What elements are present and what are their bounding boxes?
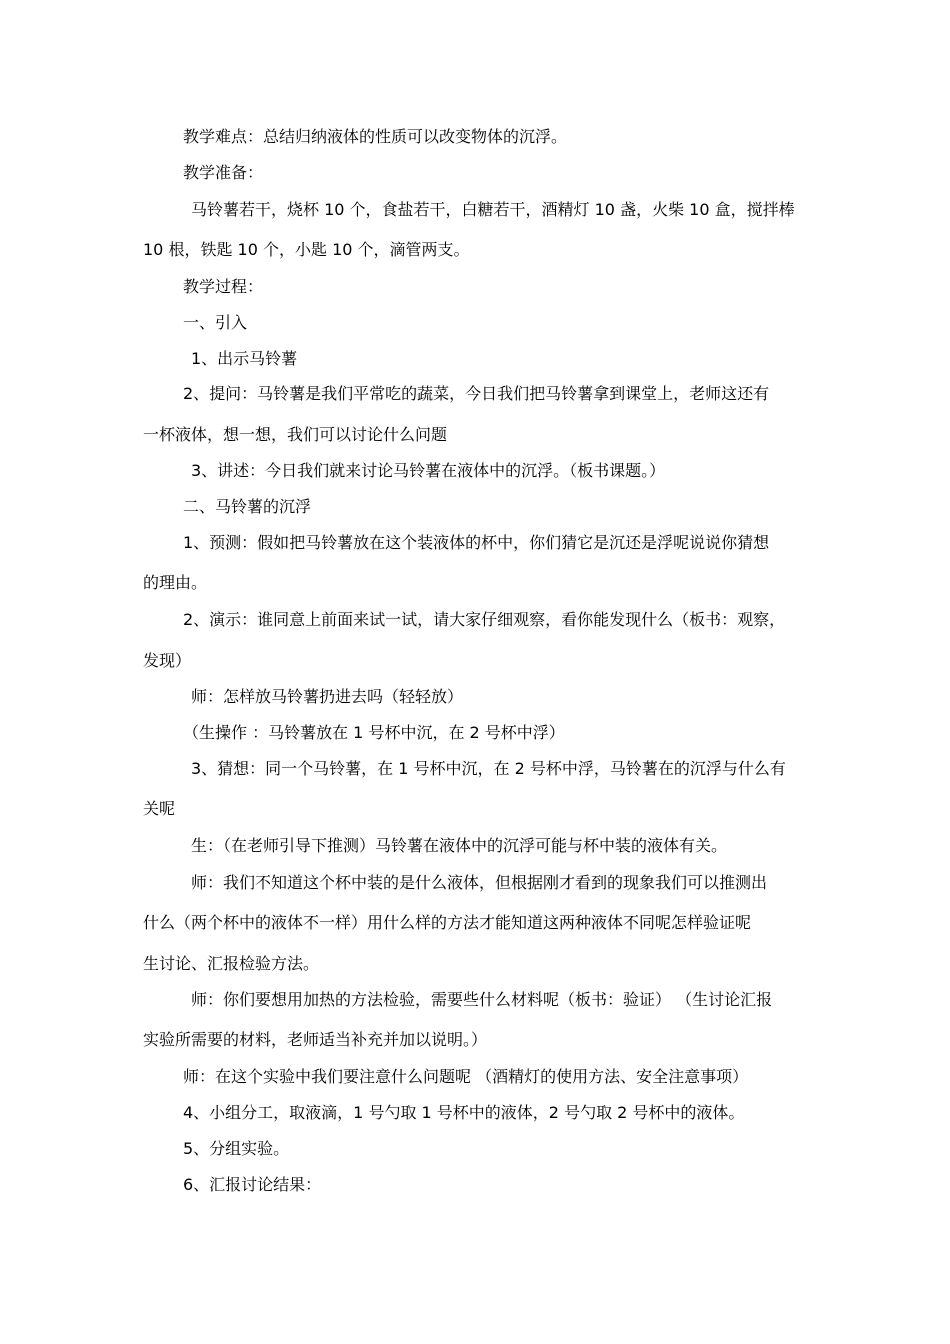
text-line-teacher-3b: 实验所需要的材料，老师适当补充并加以说明。） — [143, 1030, 488, 1049]
text-line-item-1-1: 1、出示马铃薯 — [191, 349, 298, 368]
text-line-preparation-heading: 教学准备： — [183, 163, 264, 182]
text-line-teacher-2b: 什么（两个杯中的液体不一样）用什么样的方法才能知道这两种液体不同呢怎样验证呢 — [143, 913, 752, 932]
text-line-item-1-3: 3、讲述：今日我们就来讨论马铃薯在液体中的沉浮。（板书课题。） — [191, 461, 666, 480]
text-line-item-2-6: 6、汇报讨论结果： — [183, 1175, 322, 1194]
text-line-item-2-1b: 的理由。 — [143, 573, 208, 592]
text-line-section-2: 二、马铃薯的沉浮 — [183, 497, 312, 516]
text-line-item-2-3a: 3、猜想：同一个马铃薯，在 1 号杯中沉，在 2 号杯中浮，马铃薯在的沉浮与什么有 — [191, 759, 786, 778]
text-line-teacher-3a: 师：你们要想用加热的方法检验，需要些什么材料呢（板书：验证） （生讨论汇报 — [191, 990, 773, 1009]
text-line-teacher-2a: 师：我们不知道这个杯中装的是什么液体，但根据刚才看到的现象我们可以推测出 — [191, 873, 768, 892]
text-line-student-operation: （生操作 ：马铃薯放在 1 号杯中沉，在 2 号杯中浮） — [183, 723, 565, 742]
text-line-process-heading: 教学过程： — [183, 277, 264, 296]
text-line-materials-2: 10 根，铁匙 10 个，小匙 10 个，滴管两支。 — [143, 240, 470, 259]
text-line-item-2-2b: 发现） — [143, 651, 192, 670]
text-line-teacher-1: 师：怎样放马铃薯扔进去吗（轻轻放） — [191, 687, 464, 706]
text-line-teacher-2c: 生讨论、汇报检验方法。 — [143, 954, 320, 973]
text-line-teacher-4: 师：在这个实验中我们要注意什么问题呢 （酒精灯的使用方法、安全注意事项） — [183, 1067, 749, 1086]
text-line-difficulty: 教学难点：总结归纳液体的性质可以改变物体的沉浮。 — [183, 127, 568, 146]
text-line-item-1-2b: 一杯液体，想一想，我们可以讨论什么问题 — [143, 425, 448, 444]
text-line-materials-1: 马铃薯若干，烧杯 10 个，食盐若干，白糖若干，酒精灯 10 盏，火柴 10 盒，搅拌棒 — [191, 200, 795, 219]
text-line-item-2-3b: 关呢 — [143, 799, 176, 818]
text-line-item-2-5: 5、分组实验。 — [183, 1139, 290, 1158]
text-line-section-1: 一、引入 — [183, 313, 248, 332]
text-line-item-1-2a: 2、提问：马铃薯是我们平常吃的蔬菜，今日我们把马铃薯拿到课堂上，老师这还有 — [183, 384, 770, 403]
text-line-item-2-4: 4、小组分工，取液滴，1 号勺取 1 号杯中的液体，2 号勺取 2 号杯中的液体。 — [183, 1103, 745, 1122]
text-line-student-1: 生：（在老师引导下推测）马铃薯在液体中的沉浮可能与杯中装的液体有关。 — [191, 836, 728, 855]
text-line-item-2-1a: 1、预测：假如把马铃薯放在这个装液体的杯中，你们猜它是沉还是浮呢说说你猜想 — [183, 533, 770, 552]
text-line-item-2-2a: 2、演示：谁同意上前面来试一试，请大家仔细观察，看你能发现什么（板书：观察， — [183, 610, 786, 629]
